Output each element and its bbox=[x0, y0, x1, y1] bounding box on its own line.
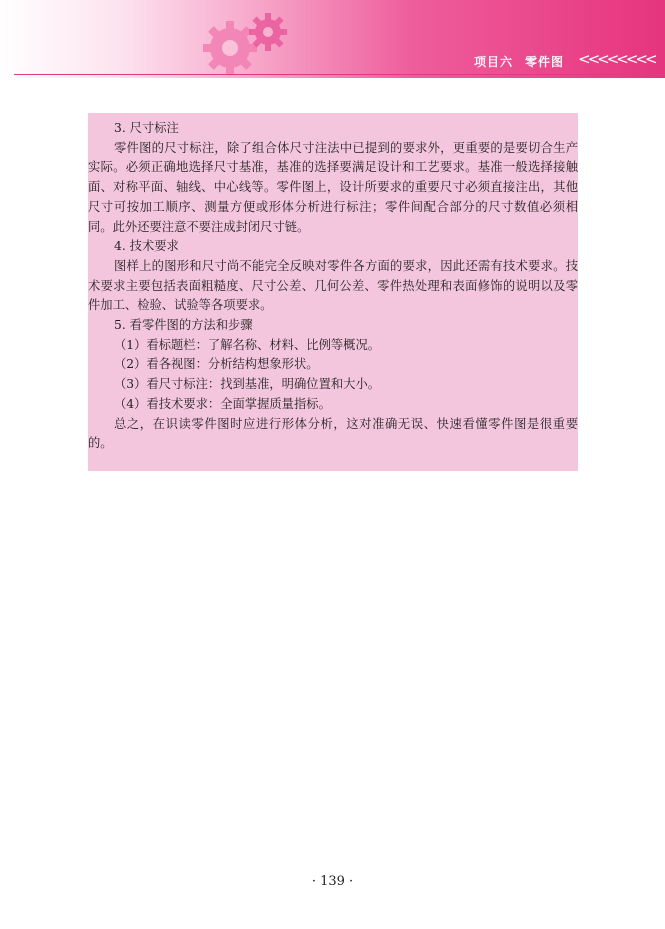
list-item: （4）看技术要求：全面掌握质量指标。 bbox=[114, 396, 331, 411]
header-title bbox=[474, 53, 564, 70]
chapter-label: 项目六 bbox=[474, 55, 514, 69]
section-heading: 4. 技术要求 bbox=[114, 239, 179, 254]
paragraph: 图样上的图形和尺寸尚不能完全反映对零件各方面的要求，因此还需有技术要求。技术要求主要包括表面粗糙度、尺寸公差、几何公差、零件热处理和表面修饰的说明以及零件加工、检验、试验等各项要求。 bbox=[88, 258, 578, 313]
list-item: （2）看各视图：分析结构想象形状。 bbox=[114, 357, 319, 372]
section-heading: 5. 看零件图的方法和步骤 bbox=[114, 318, 253, 333]
header-divider bbox=[14, 74, 665, 75]
page-number: · 139 · bbox=[311, 874, 354, 889]
list-item: （1）看标题栏：了解名称、材料、比例等概况。 bbox=[114, 337, 381, 352]
chapter-title: 零件图 bbox=[525, 55, 565, 69]
page-header bbox=[0, 0, 665, 78]
content-box bbox=[88, 113, 578, 471]
paragraph: 零件图的尺寸标注，除了组合体尺寸注法中已提到的要求外，更重要的是要切合生产实际。必须正确地选择尺寸基准，基准的选择要满足设计和工艺要求。基准一般选择接触面、对称平面、轴线、中心线等。零件图上，设计所要求的重要尺寸必须直接注出，其他尺寸可按加工顺序、测量方便或形体分析进行标注；零件间配合部分的尺寸数值必须相同。此外还要注意不要注成封闭尺寸链。 bbox=[88, 140, 578, 234]
section-heading: 3. 尺寸标注 bbox=[114, 121, 179, 135]
chevrons-icon: <<<<<<<< bbox=[578, 50, 655, 68]
gears-icon bbox=[190, 8, 300, 74]
paragraph: 总之，在识读零件图时应进行形体分析，这对准确无误、快速看懂零件图是很重要的。 bbox=[88, 416, 578, 451]
list-item: （3）看尺寸标注：找到基准，明确位置和大小。 bbox=[114, 377, 381, 392]
